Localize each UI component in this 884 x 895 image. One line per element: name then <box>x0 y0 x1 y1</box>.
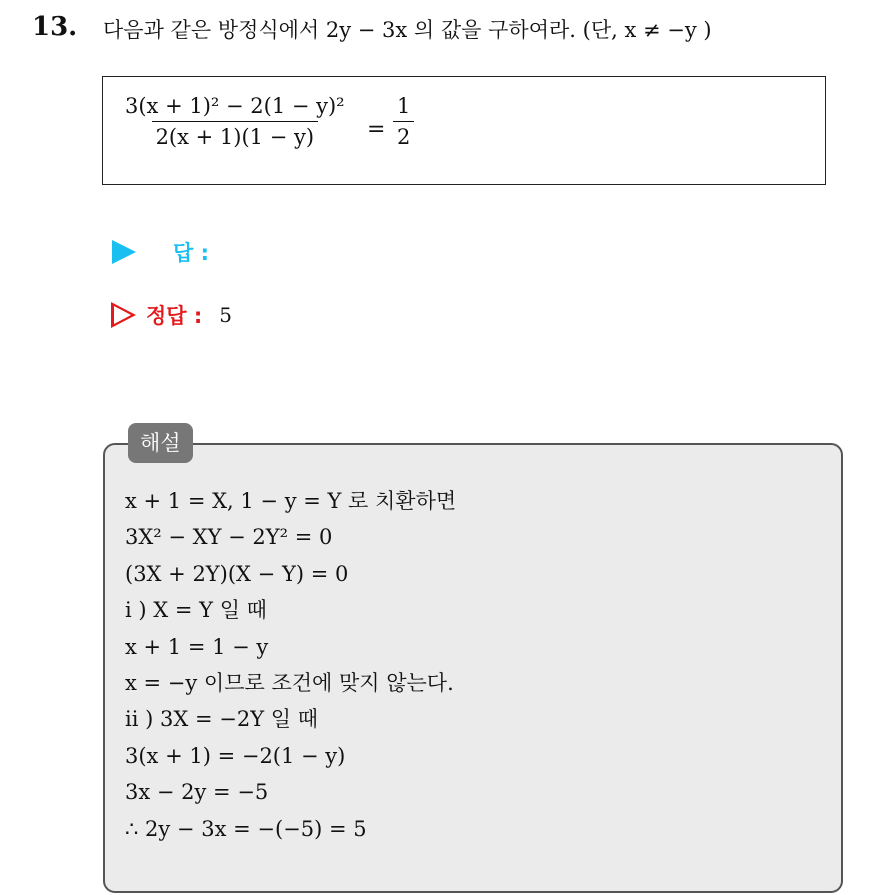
lhs-denominator: 2(x + 1)(1 − y) <box>152 121 318 149</box>
solution-line: 3x − 2y = −5 <box>125 780 269 805</box>
equals-sign: = <box>367 117 386 142</box>
solution-line: ∴ 2y − 3x = −(−5) = 5 <box>125 816 367 841</box>
solution-line: x = −y 이므로 조건에 맞지 않는다. <box>125 670 454 695</box>
solution-line: x + 1 = 1 − y <box>125 634 269 659</box>
rhs-numerator: 1 <box>397 94 411 118</box>
answer-row <box>112 237 209 267</box>
solution-line: (3X + 2Y)(X − Y) = 0 <box>125 561 349 586</box>
solution-tab: 해설 <box>128 423 193 463</box>
play-icon <box>112 240 136 264</box>
answer-label: 답 : <box>173 241 209 265</box>
lhs-fraction <box>121 94 349 149</box>
correct-answer-value: 5 <box>219 303 233 327</box>
solution-line: x + 1 = X, 1 − y = Y 로 치환하면 <box>125 489 457 513</box>
solution-line: i ) X = Y 일 때 <box>125 598 267 623</box>
question-number: 13. <box>32 12 78 42</box>
correct-answer-row <box>111 300 232 330</box>
equation-box <box>102 76 826 185</box>
solution-lines <box>125 483 456 847</box>
rhs-denominator: 2 <box>393 121 414 149</box>
play-outline-icon <box>111 302 136 328</box>
solution-line: 3(x + 1) = −2(1 − y) <box>125 743 346 768</box>
lhs-numerator: 3(x + 1)² − 2(1 − y)² <box>125 94 345 118</box>
rhs-fraction <box>393 94 414 149</box>
solution-line: 3X² − XY − 2Y² = 0 <box>125 525 333 550</box>
solution-line: ii ) 3X = −2Y 일 때 <box>125 707 318 732</box>
question-text: 다음과 같은 방정식에서 2y − 3x 의 값을 구하여라. (단, x ≠ −y ) <box>103 18 712 42</box>
correct-answer-label: 정답 : <box>146 304 203 328</box>
